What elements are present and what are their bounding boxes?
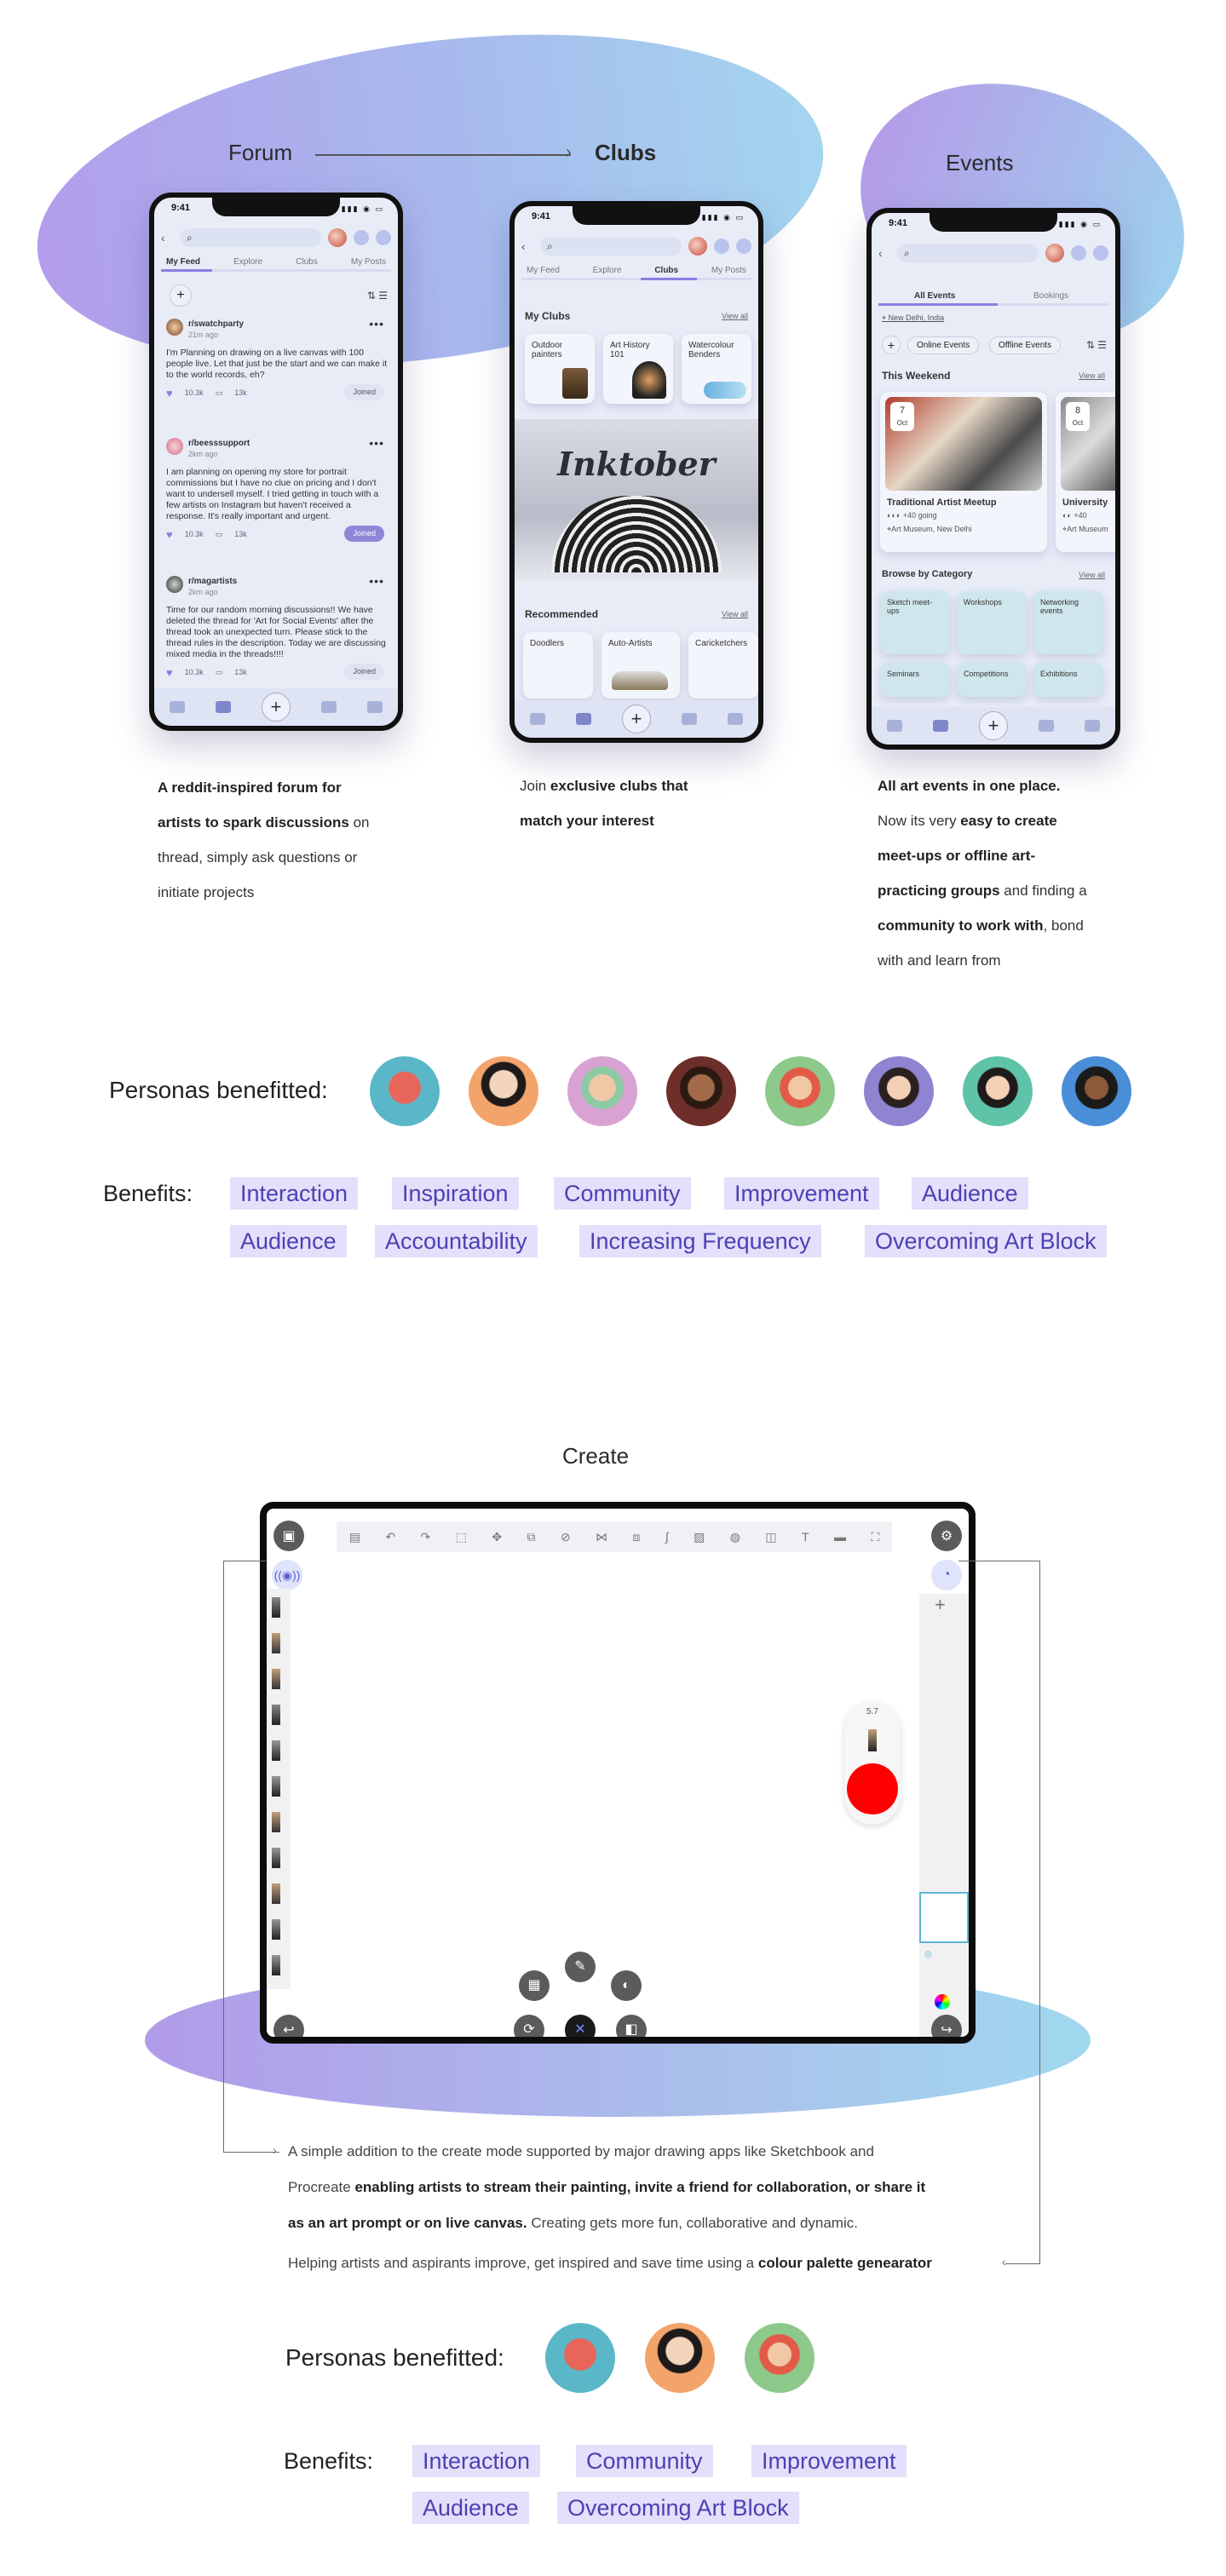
- club-name: Doodlers: [530, 639, 565, 648]
- create-plus-button[interactable]: +: [979, 711, 1008, 740]
- brush-icon[interactable]: [272, 1812, 280, 1832]
- clubs-label: Clubs: [595, 140, 657, 165]
- home-icon[interactable]: [887, 720, 902, 732]
- symmetry-tool-icon[interactable]: ⋈: [596, 1529, 608, 1544]
- benefit-tag: Improvement: [751, 2445, 907, 2477]
- club-illustration: [704, 382, 746, 399]
- colour-palette-generator-icon[interactable]: ◔: [931, 1560, 962, 1590]
- tab-indicator: [161, 269, 391, 272]
- event-card[interactable]: [1056, 392, 1120, 552]
- location-link[interactable]: ⌖ New Delhi, India: [882, 313, 945, 322]
- my-clubs-heading: My Clubs: [525, 310, 571, 322]
- desc-text: Now its very: [878, 813, 961, 829]
- create-plus-button[interactable]: +: [262, 693, 291, 722]
- desc-bold: enabling artists to stream their painting, invite a friend for collaboration, or share it: [354, 2179, 926, 2195]
- tab-bookings[interactable]: Bookings: [1033, 291, 1069, 301]
- phone-notch: [930, 211, 1057, 232]
- forum-phone: [149, 193, 403, 731]
- persona-avatar: [545, 2323, 615, 2393]
- desc-text: , bond: [1043, 917, 1084, 934]
- chat-icon[interactable]: [1093, 245, 1108, 261]
- brush-icon[interactable]: [272, 1776, 280, 1797]
- benefits-label: Benefits:: [284, 2448, 374, 2474]
- view-all-link[interactable]: View all: [1079, 571, 1105, 579]
- brush-icon[interactable]: [272, 1669, 280, 1689]
- bell-icon[interactable]: [714, 239, 729, 254]
- select-tool-icon[interactable]: ⬚: [455, 1529, 467, 1544]
- tab-all-events[interactable]: All Events: [914, 291, 956, 301]
- benefit-tag: Interaction: [230, 1177, 358, 1210]
- layers-tool-icon[interactable]: ▤: [348, 1529, 360, 1544]
- forward-icon[interactable]: ↪: [931, 2015, 962, 2044]
- desc-text: A simple addition to the create mode supported by major drawing apps like Sketchbook and: [288, 2143, 874, 2159]
- current-brush-icon: [868, 1729, 877, 1751]
- club-illustration: [632, 361, 666, 399]
- like-count: 10.3k: [184, 668, 204, 676]
- comment-count: 13k: [234, 388, 247, 397]
- post-user[interactable]: r/magartists: [188, 577, 238, 586]
- personas-label: Personas benefitted:: [109, 1077, 328, 1103]
- brush-icon[interactable]: [272, 1883, 280, 1904]
- desc-bold: match your interest: [520, 813, 654, 829]
- crop-tool-icon[interactable]: ⧉: [527, 1529, 536, 1544]
- connector-line: [1039, 1561, 1040, 2263]
- colour-wheel-icon[interactable]: [935, 1994, 950, 2010]
- undo-icon[interactable]: ↶: [385, 1529, 396, 1544]
- event-day: 7: [899, 405, 906, 416]
- event-card[interactable]: [880, 392, 1047, 552]
- persona-avatar: [645, 2323, 715, 2393]
- benefit-tag: Improvement: [724, 1177, 879, 1210]
- personas-label: Personas benefitted:: [285, 2344, 504, 2371]
- brush-icon[interactable]: [272, 1919, 280, 1940]
- live-stream-icon[interactable]: ((◉)): [272, 1560, 302, 1590]
- like-count: 10.3k: [184, 388, 204, 397]
- event-month: Oct: [896, 419, 908, 427]
- club-name: Watercolour Benders: [688, 341, 734, 359]
- image-tool-icon[interactable]: ▨: [694, 1529, 705, 1544]
- rec-club-card[interactable]: [601, 632, 680, 699]
- car-illustration: [612, 671, 668, 690]
- desc-bold: as an art prompt or on live canvas.: [288, 2215, 527, 2231]
- back-icon[interactable]: ↩: [273, 2015, 304, 2044]
- colour-swatch[interactable]: [847, 1763, 898, 1814]
- inktober-banner[interactable]: [515, 419, 758, 581]
- desc-text: with and learn from: [878, 952, 1001, 969]
- benefit-tag: Community: [554, 1177, 691, 1210]
- search-input[interactable]: ⌕: [180, 228, 321, 247]
- event-going: +40: [1073, 511, 1087, 520]
- learn-icon[interactable]: [1039, 720, 1054, 732]
- fill-tool-icon[interactable]: ◍: [729, 1529, 740, 1544]
- event-date-badge: [1066, 402, 1090, 431]
- brush-size-slider[interactable]: [844, 1702, 901, 1825]
- community-icon[interactable]: [216, 701, 231, 713]
- benefit-tag: Interaction: [412, 2445, 540, 2477]
- tab-my-feed[interactable]: My Feed: [527, 266, 560, 275]
- comment-icon[interactable]: ▭: [215, 530, 223, 538]
- benefit-tag: Inspiration: [392, 1177, 519, 1210]
- view-all-link[interactable]: View all: [722, 610, 748, 618]
- clubs-phone: [509, 201, 763, 743]
- tab-my-posts[interactable]: My Posts: [711, 266, 746, 275]
- media-tool-icon[interactable]: ▬: [834, 1530, 847, 1544]
- join-button[interactable]: Joined: [344, 384, 384, 400]
- location-text: New Delhi, India: [888, 313, 945, 322]
- persona-avatar: [864, 1056, 934, 1126]
- post-card[interactable]: [166, 438, 389, 540]
- club-card[interactable]: [682, 334, 751, 404]
- persona-avatar: [666, 1056, 736, 1126]
- store-icon[interactable]: [367, 701, 383, 713]
- desc-text: thread, simply ask questions or: [158, 849, 358, 865]
- create-description-2: [288, 2245, 1004, 2281]
- desc-bold: community to work with: [878, 917, 1044, 934]
- category-card[interactable]: Workshops: [957, 591, 1027, 654]
- benefit-tag: Overcoming Art Block: [557, 2492, 799, 2524]
- status-icons: ▮▮▮ ◉ ▭: [341, 204, 384, 213]
- persona-avatar: [963, 1056, 1033, 1126]
- benefit-tag: Community: [576, 2445, 713, 2477]
- status-icons: ▮▮▮ ◉ ▭: [1058, 220, 1102, 228]
- avatar: [166, 576, 183, 593]
- status-time: 9:41: [171, 203, 191, 213]
- club-card[interactable]: [603, 334, 673, 404]
- brush-panel: [267, 1589, 291, 1989]
- connector-line: [1005, 2263, 1040, 2264]
- chat-icon[interactable]: [376, 230, 391, 245]
- tab-clubs[interactable]: Clubs: [296, 257, 318, 267]
- event-day: 8: [1074, 405, 1081, 416]
- joined-button[interactable]: Joined: [344, 526, 384, 542]
- forum-tabs: [161, 257, 391, 267]
- desc-bold: A reddit-inspired forum for: [158, 779, 342, 796]
- connector-arrow-icon: ‹: [1002, 2255, 1006, 2268]
- tab-my-feed[interactable]: My Feed: [166, 257, 201, 267]
- comment-count: 13k: [234, 668, 247, 676]
- desc-text: Procreate: [288, 2179, 355, 2195]
- event-location: ⌖Art Museum, New Delhi: [887, 525, 972, 533]
- create-description: [288, 2134, 1004, 2241]
- banner-title: Inktober: [557, 445, 716, 483]
- avatar: [166, 319, 183, 336]
- event-going: +40 going: [902, 511, 937, 520]
- settings-icon[interactable]: ⚙: [931, 1521, 962, 1551]
- event-location: ⌖Art Museum: [1062, 525, 1108, 533]
- forum-topbar: [161, 227, 391, 249]
- transform-tool-icon[interactable]: ⧈: [632, 1529, 641, 1544]
- layer-visibility-icon[interactable]: ◎: [924, 1950, 932, 1959]
- phone-notch: [573, 204, 700, 225]
- category-card[interactable]: Exhibitions: [1033, 663, 1103, 697]
- connector-line: [223, 1561, 224, 2153]
- benefit-tag: Audience: [912, 1177, 1028, 1210]
- tab-clubs[interactable]: Clubs: [654, 266, 679, 275]
- join-button[interactable]: Joined: [344, 664, 384, 680]
- benefit-tag: Audience: [412, 2492, 529, 2524]
- search-input[interactable]: ⌕: [897, 244, 1039, 262]
- desc-bold: exclusive clubs that: [550, 778, 688, 794]
- redo-icon[interactable]: ↷: [420, 1529, 431, 1544]
- persona-avatar: [1062, 1056, 1131, 1126]
- persona-avatar: [370, 1056, 440, 1126]
- status-time: 9:41: [532, 211, 551, 221]
- event-place: Art Museum: [1067, 525, 1108, 533]
- post-body: Time for our random morning discussions!! We have deleted the thread for 'Art for Social Events' after the thread took an unexpected turn. Please stick to the thread rules in the description. Today we are discussing mixed media in the threads!!!!: [166, 605, 386, 659]
- tool-bar: [337, 1521, 892, 1552]
- sort-filter-icon[interactable]: ⇅ ☰: [366, 290, 388, 302]
- back-icon[interactable]: ‹: [878, 246, 883, 260]
- comment-icon[interactable]: ▭: [215, 668, 223, 676]
- offline-events-chip[interactable]: Offline Events: [989, 336, 1061, 354]
- like-icon[interactable]: ♥: [166, 387, 173, 400]
- arrow-line: [315, 154, 571, 156]
- learn-icon[interactable]: [682, 713, 697, 725]
- post-user[interactable]: r/beesssupport: [188, 439, 250, 448]
- desc-text: on: [348, 814, 370, 831]
- club-illustration: [562, 368, 588, 399]
- category-card[interactable]: Sketch meet-ups: [880, 591, 950, 654]
- chat-icon[interactable]: [736, 239, 751, 254]
- benefit-tag: Increasing Frequency: [579, 1225, 821, 1257]
- post-body: I'm Planning on drawing on a live canvas with 100 people live. Let that just be the start and we can make it to the world records, eh?: [166, 348, 388, 380]
- desc-bold: practicing groups: [878, 883, 1000, 899]
- comment-icon[interactable]: ▭: [215, 388, 223, 397]
- fullscreen-icon[interactable]: ⛶: [871, 1529, 880, 1544]
- post-time: 2km ago: [188, 588, 218, 596]
- more-icon[interactable]: •••: [369, 436, 384, 450]
- brush-icon[interactable]: [272, 1955, 280, 1975]
- add-post-button[interactable]: +: [170, 285, 192, 307]
- layers-panel: [919, 1594, 969, 2037]
- event-attendees: ◐◐◐ +40 going: [887, 511, 937, 520]
- desc-text: Join: [520, 778, 550, 794]
- club-card[interactable]: [525, 334, 595, 404]
- connector-arrow-icon: ›: [273, 2143, 277, 2157]
- club-name: Auto-Artists: [608, 639, 653, 648]
- bottom-nav: [515, 700, 758, 738]
- club-name: Caricketchers: [695, 639, 748, 648]
- rec-club-card[interactable]: [523, 632, 593, 699]
- community-icon[interactable]: [933, 720, 948, 732]
- connector-line: [223, 2152, 279, 2153]
- brush-icon[interactable]: [272, 1633, 280, 1653]
- club-name: Art History 101: [610, 341, 650, 359]
- layer-thumbnail[interactable]: [919, 1892, 969, 1943]
- recommended-heading: Recommended: [525, 608, 599, 620]
- move-tool-icon[interactable]: ✥: [492, 1529, 503, 1544]
- desc-text: Helping artists and aspirants improve, get inspired and save time using a: [288, 2255, 758, 2271]
- desc-text: and finding a: [999, 883, 1087, 899]
- desc-bold: meet-ups or offline art-: [878, 848, 1036, 864]
- benefits-label: Benefits:: [103, 1181, 193, 1206]
- event-title: Traditional Artist Meetup: [887, 497, 997, 508]
- event-place: Art Museum, New Delhi: [891, 525, 972, 533]
- persona-avatar: [567, 1056, 637, 1126]
- create-tablet: [260, 1502, 976, 2044]
- avatar: [166, 438, 183, 455]
- desc-text: Creating gets more fun, collaborative and dynamic.: [527, 2215, 858, 2231]
- post-card[interactable]: [166, 576, 389, 678]
- online-events-chip[interactable]: Online Events: [907, 336, 979, 354]
- tab-explore[interactable]: Explore: [233, 257, 263, 267]
- tab-indicator: [878, 303, 1108, 306]
- desc-bold: easy to create: [960, 813, 1057, 829]
- mirror-icon[interactable]: ◧: [616, 2015, 647, 2044]
- rotate-icon[interactable]: ⟳: [514, 2015, 544, 2044]
- persona-avatar: [745, 2323, 814, 2393]
- event-date-badge: [890, 402, 914, 431]
- benefit-tag: Audience: [230, 1225, 347, 1257]
- event-month: Oct: [1072, 419, 1084, 427]
- persona-avatar: [765, 1056, 835, 1126]
- back-icon[interactable]: ‹: [161, 231, 165, 244]
- ruler-tool-icon[interactable]: ⊘: [560, 1529, 571, 1544]
- brush-icon[interactable]: [272, 1705, 280, 1725]
- bell-icon[interactable]: [1071, 245, 1086, 261]
- club-name: Outdoor painters: [532, 341, 563, 359]
- like-icon[interactable]: ♥: [166, 666, 173, 679]
- category-card[interactable]: Networking events: [1033, 591, 1103, 654]
- post-time: 2km ago: [188, 450, 218, 458]
- brush-size-value: 5.7: [866, 1707, 878, 1716]
- rec-club-card[interactable]: [688, 632, 758, 699]
- desc-bold: All art events in one place.: [878, 778, 1061, 794]
- like-count: 10.3k: [184, 530, 204, 538]
- comment-count: 13k: [234, 530, 247, 538]
- benefit-tag: Overcoming Art Block: [865, 1225, 1107, 1257]
- brush-icon[interactable]: [272, 1740, 280, 1761]
- events-phone: [866, 208, 1120, 750]
- clubs-description: [520, 768, 775, 838]
- persona-avatar: [469, 1056, 538, 1126]
- desc-text: initiate projects: [158, 884, 255, 900]
- events-description: [878, 768, 1150, 978]
- community-icon[interactable]: [576, 713, 591, 725]
- sort-filter-icon[interactable]: ⇅ ☰: [1085, 339, 1107, 351]
- profile-avatar[interactable]: [688, 237, 707, 256]
- arrow-head-icon: ›: [566, 143, 572, 162]
- browse-heading: Browse by Category: [882, 569, 973, 579]
- toggle-icon[interactable]: ◐: [611, 1970, 642, 2001]
- forum-description: [158, 770, 413, 910]
- event-attendees: ◐◐ +40: [1062, 511, 1087, 520]
- mandala-illustration: [551, 496, 722, 572]
- brush-icon[interactable]: [272, 1848, 280, 1868]
- learn-icon[interactable]: [321, 701, 337, 713]
- post-user[interactable]: r/swatchparty: [188, 319, 245, 329]
- events-topbar: [878, 242, 1108, 264]
- clubs-tabs: [521, 266, 751, 275]
- events-label: Events: [946, 150, 1014, 175]
- back-icon[interactable]: ‹: [521, 239, 526, 253]
- desc-bold: artists to spark discussions: [158, 814, 349, 831]
- post-time: 21m ago: [188, 331, 219, 339]
- view-all-link[interactable]: View all: [722, 312, 748, 320]
- status-time: 9:41: [889, 218, 908, 228]
- add-event-button[interactable]: +: [882, 336, 901, 354]
- more-icon[interactable]: •••: [369, 574, 384, 588]
- store-icon[interactable]: [728, 713, 743, 725]
- bottom-nav: [872, 707, 1115, 745]
- gallery-icon[interactable]: ▣: [273, 1521, 304, 1551]
- category-card[interactable]: Competitions: [957, 663, 1027, 697]
- status-icons: ▮▮▮ ◉ ▭: [701, 213, 745, 221]
- this-weekend-heading: This Weekend: [882, 370, 951, 382]
- bottom-nav: [154, 688, 398, 726]
- close-icon[interactable]: ✕: [565, 2015, 596, 2044]
- add-layer-icon[interactable]: +: [935, 1594, 946, 1615]
- brush-icon[interactable]: [272, 1597, 280, 1618]
- profile-avatar[interactable]: [1045, 244, 1064, 262]
- home-icon[interactable]: [530, 713, 545, 725]
- home-icon[interactable]: [170, 701, 185, 713]
- event-title: University: [1062, 497, 1108, 508]
- eyedropper-icon[interactable]: ✎: [565, 1952, 596, 1982]
- profile-avatar[interactable]: [328, 228, 347, 247]
- desc-bold: colour palette genearator: [757, 2255, 932, 2271]
- create-plus-button[interactable]: +: [622, 704, 651, 733]
- shape-tool-icon[interactable]: ◫: [765, 1529, 777, 1544]
- texture-icon[interactable]: ▦: [519, 1970, 550, 2001]
- post-card[interactable]: [166, 319, 389, 399]
- text-tool-icon[interactable]: T: [802, 1530, 809, 1544]
- store-icon[interactable]: [1085, 720, 1100, 732]
- bell-icon[interactable]: [354, 230, 369, 245]
- view-all-link[interactable]: View all: [1079, 371, 1105, 380]
- phone-notch: [212, 196, 340, 216]
- category-card[interactable]: Seminars: [880, 663, 950, 697]
- post-body: I am planning on opening my store for portrait commissions but I have no clue on pricing and I don't want to undersell myself. I tried getting in touch with a few artists on Instagram but haven't received a response. It's really important and urgent.: [166, 467, 379, 521]
- more-icon[interactable]: •••: [369, 317, 384, 331]
- like-icon[interactable]: ♥: [166, 528, 173, 541]
- curve-tool-icon[interactable]: ∫: [665, 1530, 669, 1544]
- tab-explore[interactable]: Explore: [592, 266, 622, 275]
- create-title: Create: [562, 1443, 630, 1469]
- clubs-topbar: [521, 235, 751, 257]
- forum-label: Forum: [228, 140, 293, 165]
- tab-indicator: [521, 278, 751, 280]
- search-input[interactable]: ⌕: [540, 237, 682, 256]
- benefit-tag: Accountability: [375, 1225, 538, 1257]
- tab-my-posts[interactable]: My Posts: [350, 257, 386, 267]
